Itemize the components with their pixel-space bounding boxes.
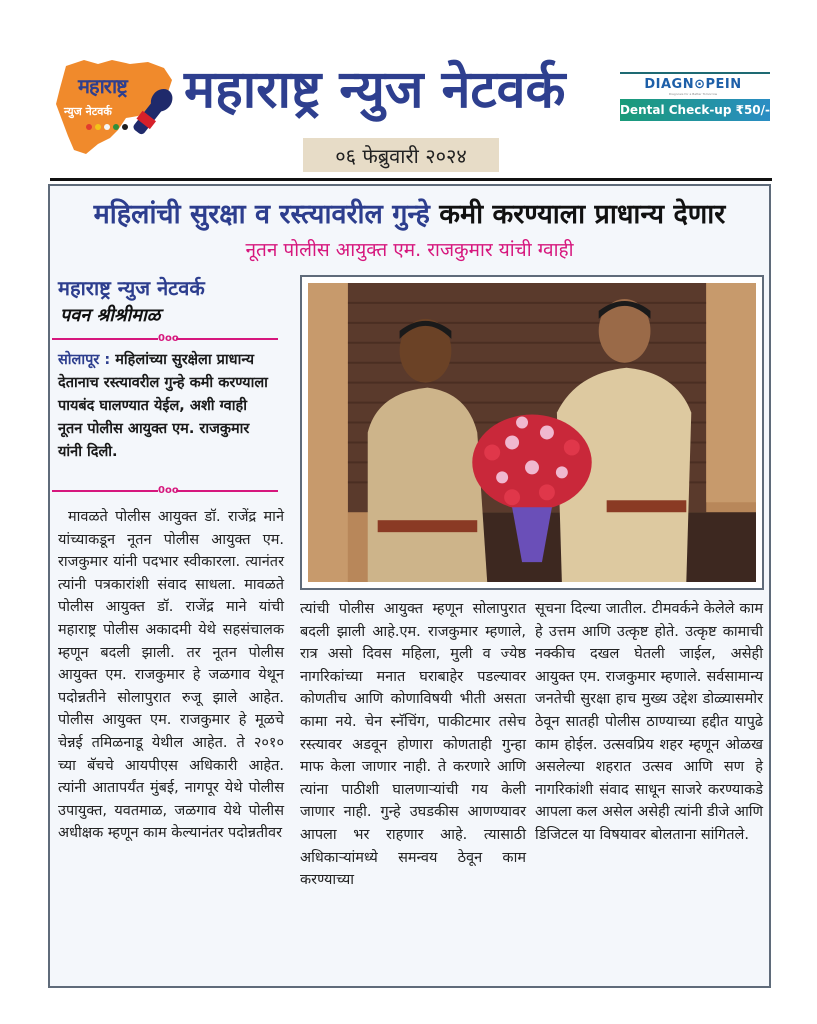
ornamental-divider — [52, 333, 278, 345]
column-text: मावळते पोलीस आयुक्त डॉ. राजेंद्र माने यांच्याकडून नूतन पोलीस आयुक्त एम. राजकुमार यांनी पदभार स्वीकारला. त्यानंतर त्यांनी पत्रकारांशी संवाद साधला. मावळते पोलीस आयुक्त डॉ. राजेंद्र माने यांची महाराष्ट्र पोलीस अकादमी येथे सहसंचालक म्हणून बदली झाली. तर नूतन पोलीस आयुक्त एम. राजकुमार हे जळगाव येथून पदोन्नतीने सोलापुरात रुजू झाले आहेत. पोलीस आयुक्त एम. राजकुमार हे मूळचे चेन्नई तमिळनाडू येथील आहेत. ते २०१० च्या बॅचचे आयपीएस अधिकारी आहेत. त्यांनी आतापर्यंत मुंबई, नागपूर येथे पोलीस उपायुक्त, यवतमाळ, जळगाव येथे पोलीस अधीक्षक म्हणून काम केल्यानंतर पदोन्नतीवर — [58, 509, 284, 842]
column-text: त्यांची पोलीस आयुक्त म्हणून सोलापुरात बदली झाली आहे.एम. राजकुमार म्हणाले, रात्र असो दिवस महिला, मुली व ज्येष्ठ नागरिकांच्या मनात घराबाहेर पडल्यावर कोणतीच आणि कोणाविषयी भीती असता कामा नये. चेन स्नॅचिंग, पाकीटमार तसेच रस्त्यावर अडवून होणारा कोणताही गुन्हा माफ केला जाणार नाही. ते करणारे आणि त्यांना पाठीशी घालणाऱ्यांची गय केली जाणार नाही. गुन्हे उघडकीस आणण्यावर आपला भर राहणार आहे. त्यासाठी अधिकाऱ्यांमध्ये समन्वय ठेवून काम करण्याच्या — [300, 601, 526, 889]
ad-offer-banner[interactable]: Dental Check-up ₹50/- — [620, 99, 770, 121]
divider-ornament: 0oo — [158, 485, 179, 496]
article-column-3 — [535, 598, 763, 847]
logo-dot — [122, 124, 128, 130]
article-column-1 — [58, 506, 284, 845]
logo-dot — [95, 124, 101, 130]
ad-brand: DIAGN⊙PEIN — [644, 77, 742, 92]
logo-dot — [113, 124, 119, 130]
ad-tagline: Diagnosis for a Better Tomorrow — [668, 92, 718, 96]
article-column-2 — [300, 598, 526, 892]
headline-part2: कमी करण्याला प्राधान्य देणार — [439, 199, 726, 230]
article — [48, 184, 771, 988]
ornamental-divider — [52, 485, 278, 497]
logo-dot — [104, 124, 110, 130]
lead-text: महिलांच्या सुरक्षेला प्राधान्य देतानाच रस्त्यावरील गुन्हे कमी करण्याला पायबंद घालण्यात येईल, अशी ग्वाही नूतन पोलीस आयुक्त एम. राजकुमार यांनी दिली. — [58, 352, 268, 460]
masthead-title: महाराष्ट्र न्युज नेटवर्क — [184, 59, 566, 120]
byline-organization: महाराष्ट्र न्युज नेटवर्क — [58, 276, 205, 300]
dateline: सोलापूर : — [58, 352, 111, 368]
masthead-rule — [50, 178, 772, 181]
lead-paragraph — [58, 349, 276, 464]
logo-dot — [86, 124, 92, 130]
article-photo[interactable] — [300, 275, 764, 590]
byline-author: पवन श्रीश्रीमाळ — [60, 305, 161, 326]
divider-ornament: 0oo — [158, 333, 179, 344]
subheadline: नूतन पोलीस आयुक्त एम. राजकुमार यांची ग्वाही — [245, 239, 574, 261]
logo-subtitle: न्युज नेटवर्क — [64, 105, 112, 118]
headline-part1: महिलांची सुरक्षा व रस्त्यावरील गुन्हे — [93, 199, 430, 230]
logo-title: महाराष्ट्र — [78, 74, 127, 98]
ad-rule — [620, 72, 770, 74]
publication-logo — [52, 58, 178, 162]
police-officers-photo — [308, 283, 756, 582]
edition-date: ०६ फेब्रुवारी २०२४ — [303, 138, 499, 172]
advertisement[interactable] — [616, 72, 770, 122]
headline — [50, 196, 769, 234]
column-text: सूचना दिल्या जातील. टीमवर्कने केलेले काम हे उत्तम आणि उत्कृष्ट होते. उत्कृष्ट कामाची नक्कीच दखल घेतली जाईल, असेही आयुक्त एम. राजकुमार म्हणाले. सर्वसामान्य जनतेची सुरक्षा हाच मुख्य उद्देश डोळ्यासमोर ठेवून सातही पोलीस ठाण्याच्या हद्दीत यापुढे काम होईल. उत्सवप्रिय शहर म्हणून ओळख असलेल्या शहरात उत्सव आणि सण हे नागरिकांशी संवाद साधून साजरे करण्याकडे आपला कल असेल असेही त्यांनी डीजे आणि डिजिटल या विषयावर बोलताना सांगितले. — [535, 601, 763, 843]
logo-color-dots — [86, 124, 128, 130]
